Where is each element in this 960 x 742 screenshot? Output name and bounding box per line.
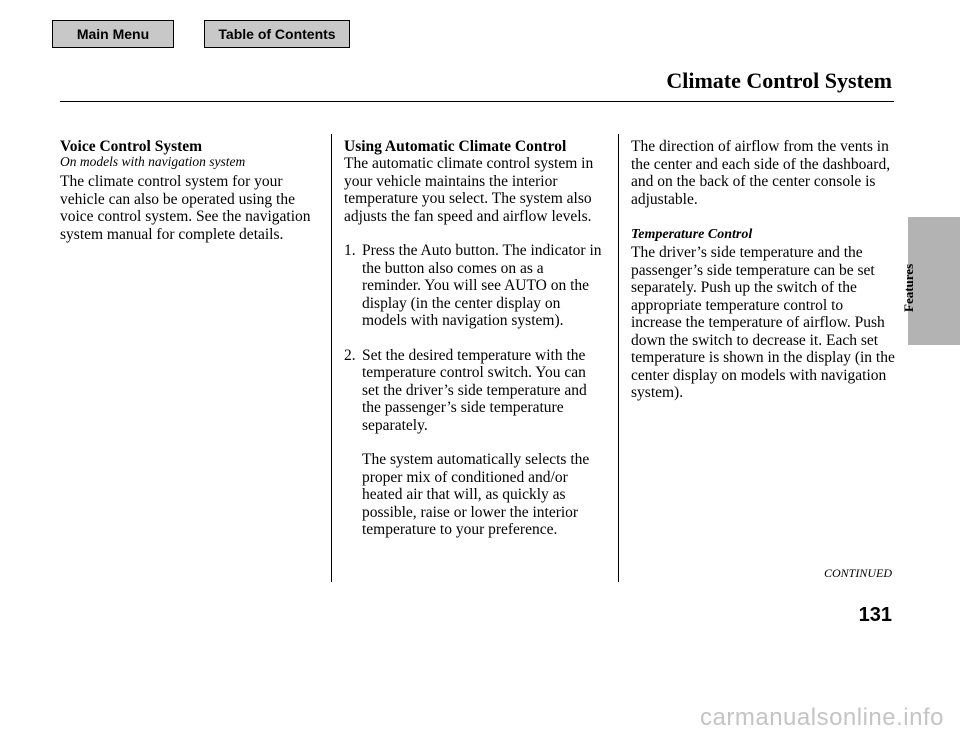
voice-control-body: The climate control system for your vehicle can also be operated using the voice control system. See the navigation system manual for complete details.: [60, 173, 311, 243]
temperature-control-body: The driver’s side temperature and the passenger’s side temperature can be set separately. Push up the switch of the appropriate temperature control to increase the temperature of airflow. Push down the switch to decrease it. Each set temperature is shown in the display (in the center display on models with navigation system).: [631, 244, 895, 401]
list-item-number: 1.: [344, 242, 356, 259]
auto-climate-heading: Using Automatic Climate Control: [344, 138, 567, 155]
airflow-direction-text: The direction of airflow from the vents in the center and each side of the dashboard, and on the back of the center console is adjustable.: [631, 138, 891, 208]
column-airflow-temperature: [631, 138, 895, 402]
page-number: 131: [858, 604, 892, 626]
list-item-text: Press the Auto button. The indicator in the button also comes on as a reminder. You will see AUTO on the display (in the center display on models with navigation system).: [362, 242, 602, 329]
auto-climate-intro: The automatic climate control system in your vehicle maintains the interior temperature you select. The system also adjusts the fan speed and airflow levels.: [344, 155, 594, 225]
auto-climate-followup: The system automatically selects the proper mix of conditioned and/or heated air that will, as quickly as possible, raise or lower the interior temperature to your preference.: [362, 451, 590, 538]
watermark: carmanualsonline.info: [700, 704, 944, 731]
main-menu-button[interactable]: Main Menu: [52, 20, 174, 48]
list-item-text: Set the desired temperature with the temperature control switch. You can set the driver’s side temperature and the passenger’s side temperature separately.: [362, 346, 587, 434]
table-of-contents-button[interactable]: Table of Contents: [204, 20, 350, 48]
section-side-label: Features: [901, 263, 916, 313]
list-item-number: 2.: [344, 346, 356, 364]
voice-control-heading: Voice Control System: [60, 138, 203, 155]
column-divider: [331, 134, 332, 582]
header-divider: [60, 101, 894, 102]
voice-control-subheading: On models with navigation system: [60, 154, 246, 169]
continued-label: CONTINUED: [823, 566, 892, 580]
column-voice-control: [60, 138, 322, 243]
page-title: Climate Control System: [666, 68, 892, 93]
column-divider: [618, 134, 619, 582]
temperature-control-heading: Temperature Control: [631, 227, 753, 242]
list-item: [344, 347, 606, 435]
column-automatic-climate: [344, 138, 606, 539]
list-item: [344, 242, 606, 330]
